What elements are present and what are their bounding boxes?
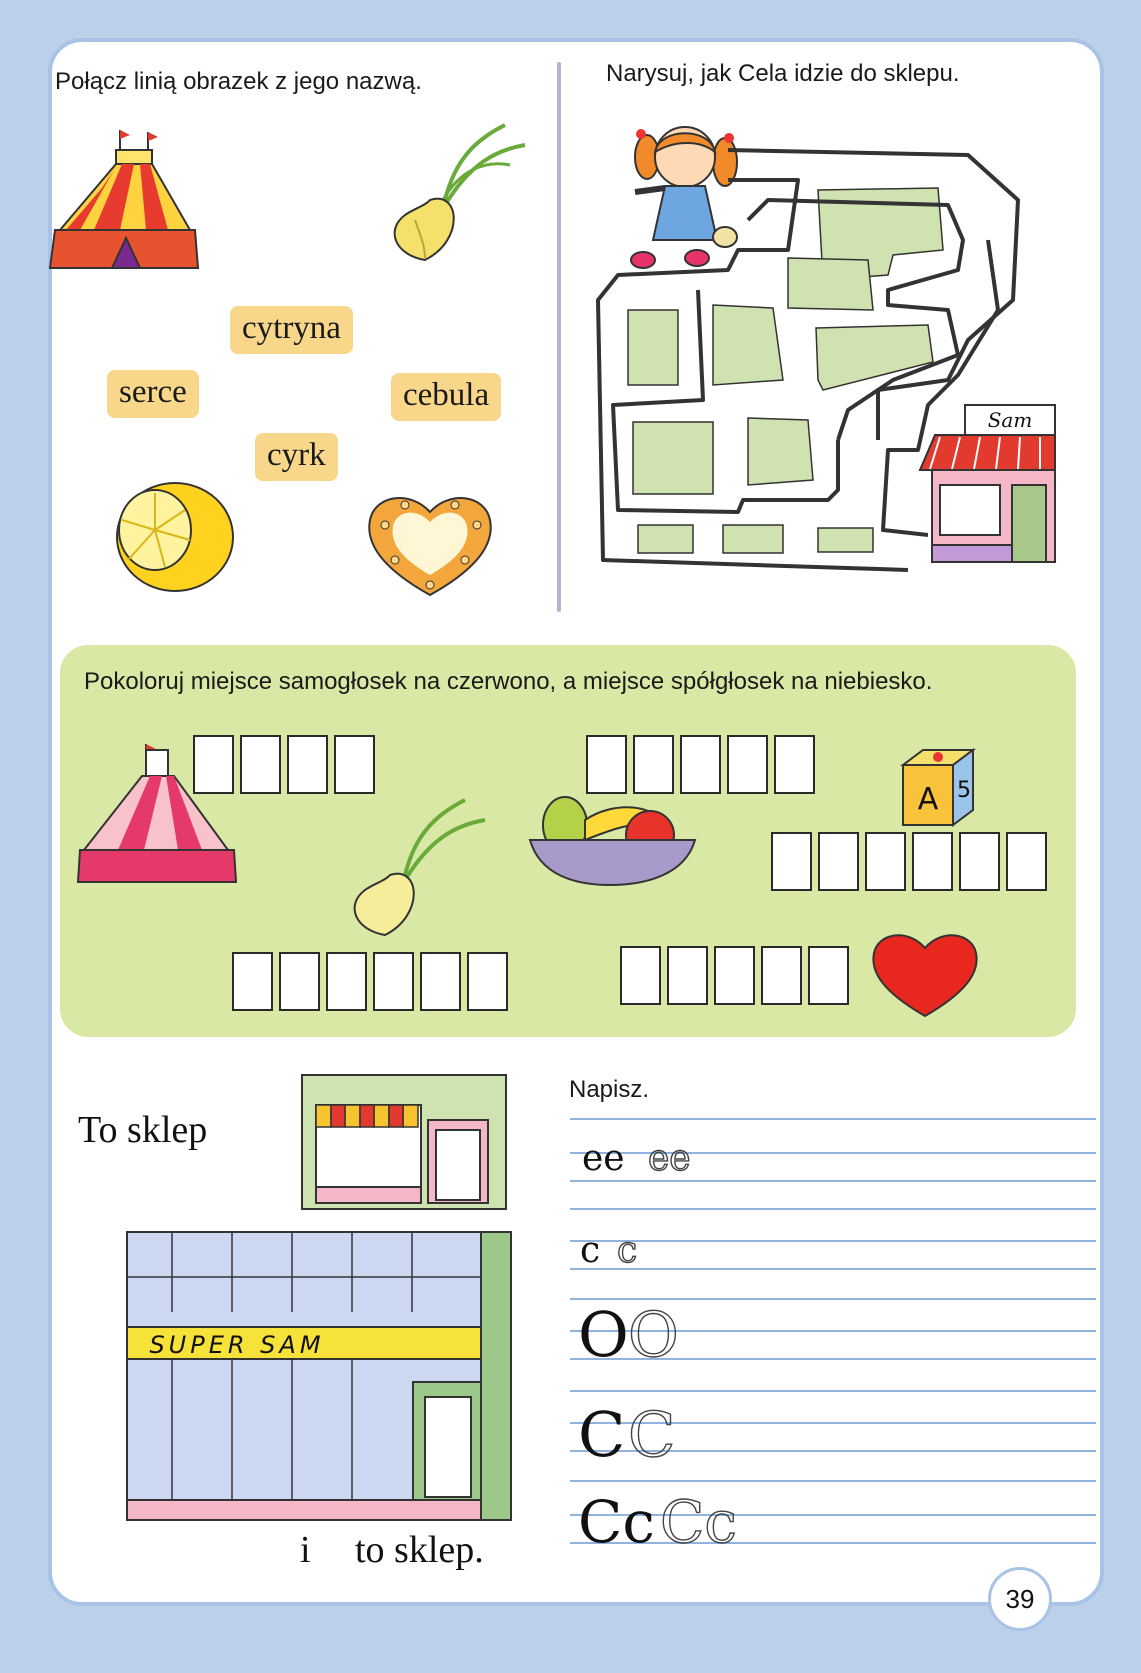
letter-box[interactable] xyxy=(586,735,627,794)
letter-box[interactable] xyxy=(912,832,953,891)
letter-box[interactable] xyxy=(959,832,1000,891)
block-letter-text: A xyxy=(917,782,939,817)
trace-row-1-solid: ee xyxy=(582,1138,625,1179)
trace-row-2-dotted: c xyxy=(617,1230,638,1271)
letter-box[interactable] xyxy=(818,832,859,891)
word-tag-serce: serce xyxy=(107,370,199,418)
trace-row-2-solid: c xyxy=(580,1230,601,1271)
page-number: 39 xyxy=(988,1567,1052,1631)
shop-caption: To sklep xyxy=(78,1109,208,1151)
exercise1-instruction: Połącz linią obrazek z jego nazwą. xyxy=(55,68,422,95)
letter-box[interactable] xyxy=(808,946,849,1005)
write-instruction: Napisz. xyxy=(569,1076,650,1103)
letter-box[interactable] xyxy=(326,952,367,1011)
exercise2-instruction: Narysuj, jak Cela idzie do sklepu. xyxy=(606,60,960,87)
letter-box[interactable] xyxy=(193,735,234,794)
lemon-icon xyxy=(110,475,235,595)
exercise3-instruction: Pokoloruj miejsce samogłosek na czerwono, a miejsce spółgłosek na niebiesko. xyxy=(84,668,933,695)
letter-box[interactable] xyxy=(667,946,708,1005)
trace-row-3-dotted: O xyxy=(628,1298,679,1371)
heart-icon xyxy=(870,928,980,1018)
toy-block-icon xyxy=(893,745,978,830)
trace-row-3-solid: O xyxy=(578,1298,629,1371)
block-number-text: 5 xyxy=(957,778,971,803)
letter-box[interactable] xyxy=(467,952,508,1011)
letter-box[interactable] xyxy=(620,946,661,1005)
heart-cookie-icon xyxy=(365,490,495,600)
letter-box[interactable] xyxy=(680,735,721,794)
letter-box[interactable] xyxy=(633,735,674,794)
supermarket-sign-text: SUPER SAM xyxy=(149,1331,325,1359)
letter-box[interactable] xyxy=(727,735,768,794)
small-shop-icon xyxy=(302,1075,507,1210)
letter-box[interactable] xyxy=(1006,832,1047,891)
letter-box[interactable] xyxy=(373,952,414,1011)
supermarket-icon xyxy=(127,1232,512,1522)
section-divider xyxy=(557,62,561,612)
letter-box[interactable] xyxy=(865,832,906,891)
letter-box[interactable] xyxy=(240,735,281,794)
trace-row-5-dotted: Cc xyxy=(660,1488,737,1556)
word-tag-cebula: cebula xyxy=(391,373,501,421)
letter-box[interactable] xyxy=(279,952,320,1011)
letter-box[interactable] xyxy=(420,952,461,1011)
bottom-caption: to sklep. xyxy=(355,1529,484,1571)
trace-row-4-solid: C xyxy=(578,1398,626,1471)
letter-boxes-fruit[interactable] xyxy=(586,735,815,794)
letter-boxes-klocek[interactable] xyxy=(771,832,1047,891)
word-tag-cytryna: cytryna xyxy=(230,306,353,354)
letter-boxes-cyrk[interactable] xyxy=(193,735,375,794)
trace-row-1-dotted: ee xyxy=(648,1138,691,1179)
shop-sign-text: Sam xyxy=(987,408,1033,432)
trace-row-4-dotted: C xyxy=(628,1398,676,1471)
sam-shop-icon xyxy=(920,405,1060,565)
letter-box[interactable] xyxy=(761,946,802,1005)
fruit-bowl-icon xyxy=(525,780,700,890)
onion-icon-2 xyxy=(345,795,495,945)
word-tag-cyrk: cyrk xyxy=(255,433,338,481)
letter-box[interactable] xyxy=(334,735,375,794)
letter-box[interactable] xyxy=(287,735,328,794)
letter-box[interactable] xyxy=(771,832,812,891)
onion-icon xyxy=(385,120,535,270)
letter-boxes-serce[interactable] xyxy=(620,946,849,1005)
letter-box[interactable] xyxy=(232,952,273,1011)
letter-box[interactable] xyxy=(714,946,755,1005)
letter-boxes-cebula[interactable] xyxy=(232,952,508,1011)
bottom-caption-prefix: i xyxy=(300,1529,311,1571)
trace-row-5-solid: Cc xyxy=(578,1488,655,1556)
circus-tent-icon xyxy=(50,130,210,270)
letter-box[interactable] xyxy=(774,735,815,794)
